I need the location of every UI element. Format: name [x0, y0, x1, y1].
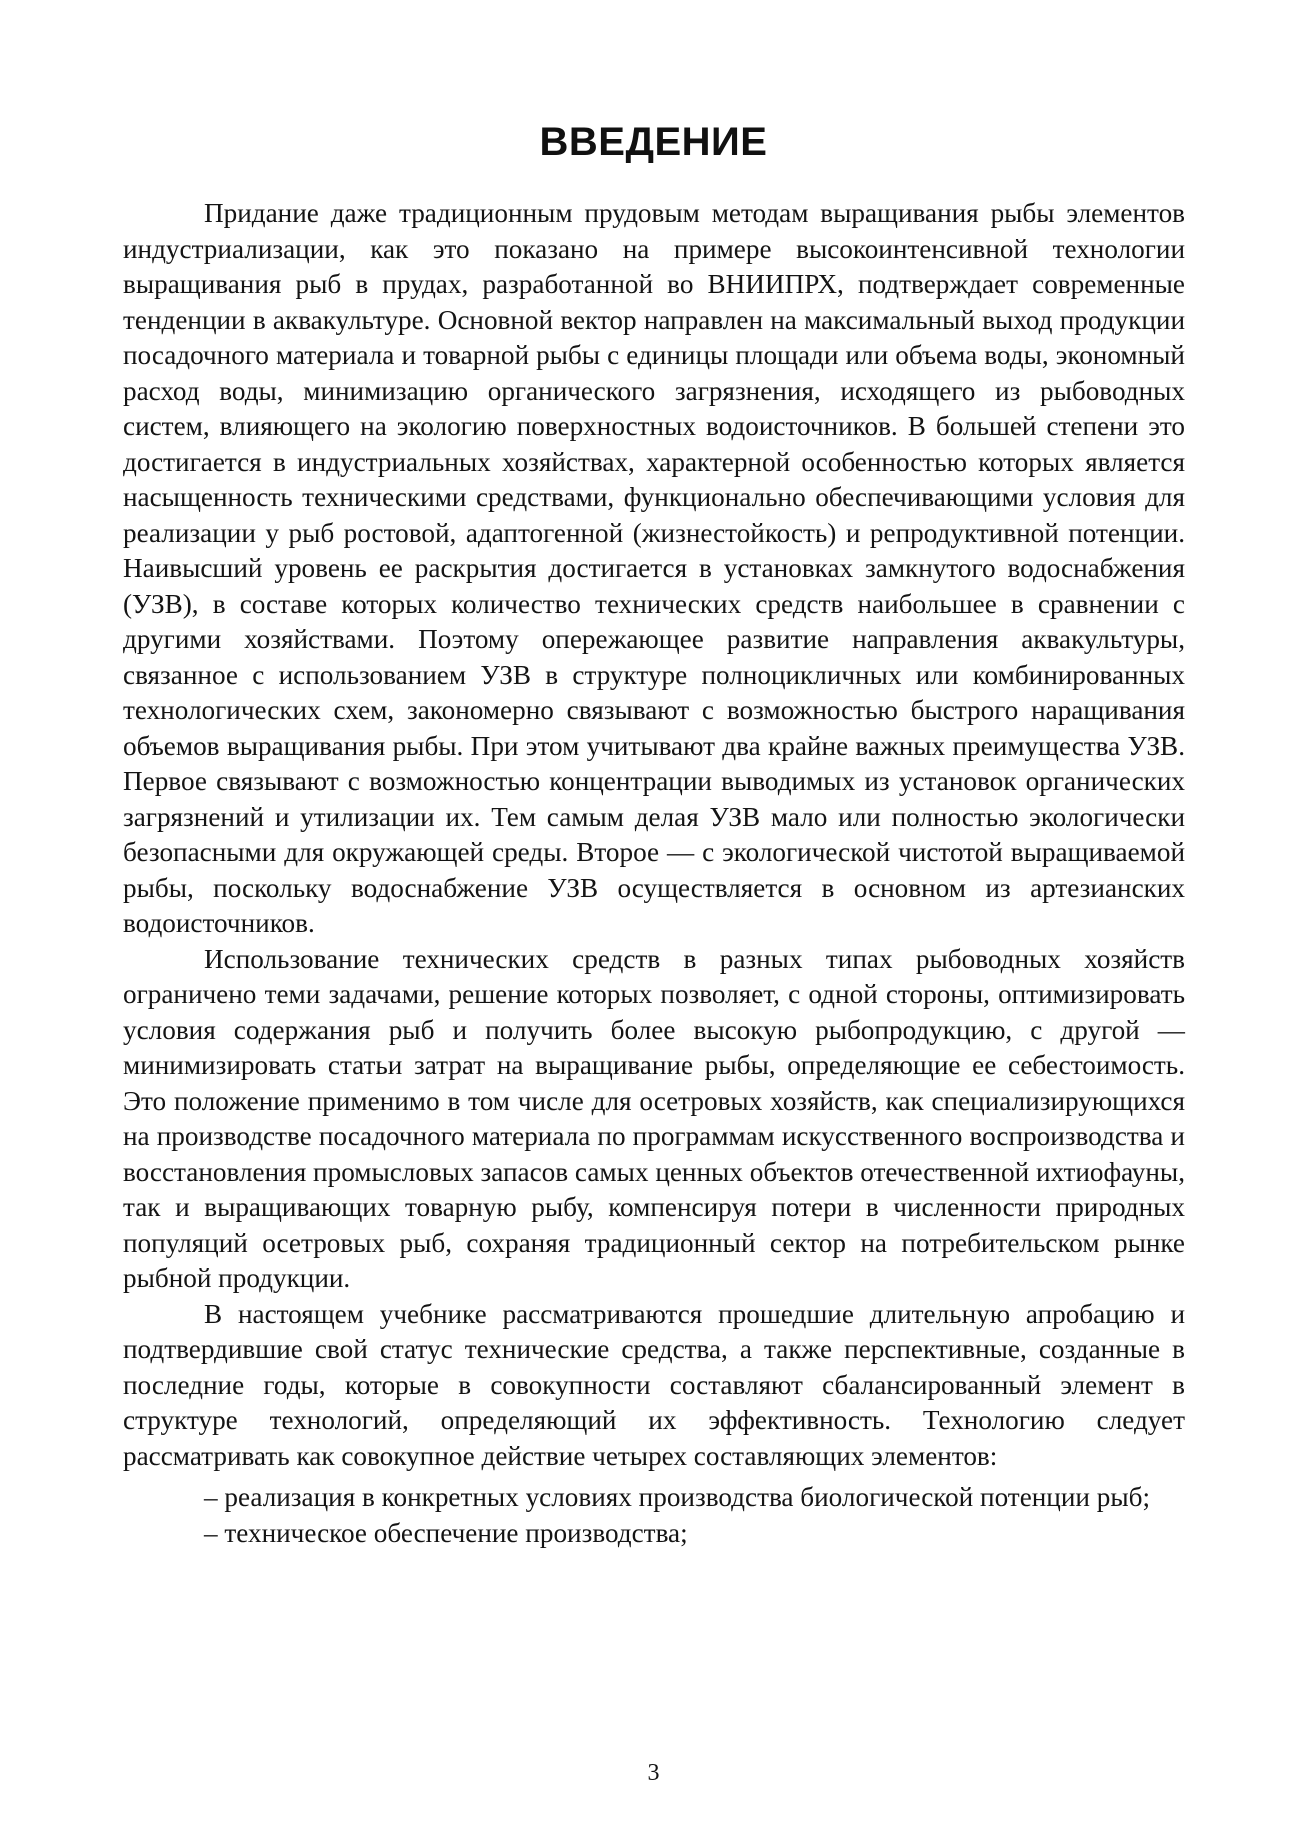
paragraph-1: Придание даже традиционным прудовым методам выращивания рыбы элементов индустриализации, как это показано на примере высокоинтенсивной технологии выращивания рыб в прудах, разработанной во ВНИИПРХ, подтверждает современные тенденции в аквакультуре. Основной вектор направлен на максимальный выход продукции посадочного материала и товарной рыбы с единицы площади или объема воды, экономный расход воды, минимизацию органического загрязнения, исходящего из рыбоводных систем, влияющего на экологию поверхностных водоисточников. В большей степени это достигается в индустриальных хозяйствах, характерной особенностью которых является насыщенность техническими средствами, функционально обеспечивающими условия для реализации у рыб ростовой, адаптогенной (жизнестойкость) и репродуктивной потенции. Наивысший уровень ее раскрытия достигается в установках замкнутого водоснабжения (УЗВ), в составе которых количество технических средств наибольшее в сравнении с другими хозяйствами. Поэтому опережающее развитие направления аквакультуры, связанное с использованием УЗВ в структуре полноцикличных или комбинированных технологических схем, закономерно связывают с возможностью быстрого наращивания объемов выращивания рыбы. При этом учитывают два крайне важных преимущества УЗВ. Первое связывают с возможностью концентрации выводимых из установок органических загрязнений и утилизации их. Тем самым делая УЗВ мало или полностью экологически безопасными для окружающей среды. Второе — с экологической чистотой выращиваемой рыбы, поскольку водоснабжение УЗВ осуществляется в основном из артезианских водоисточников. — [123, 198, 1185, 938]
list-item-2: – техническое обеспечение производства; — [204, 1517, 688, 1548]
page-title: ВВЕДЕНИЕ — [539, 120, 768, 164]
body-text — [123, 196, 1185, 1551]
paragraph-2: Использование технических средств в разных типах рыбоводных хозяйств ограничено теми задачами, решение которых позволяет, с одной стороны, оптимизировать условия содержания рыб и получить более высокую рыбопродукцию, с другой — минимизировать статьи затрат на выращивание рыбы, определяющие ее себестоимость. Это положение применимо в том числе для осетровых хозяйств, как специализирующихся на производстве посадочного материала по программам искусственного воспроизводства и восстановления промысловых запасов самых ценных объектов отечественной ихтиофауны, так и выращивающих товарную рыбу, компенсируя потери в численности природных популяций осетровых рыб, сохраняя традиционный сектор на потребительском рынке рыбной продукции. — [123, 943, 1185, 1293]
page-number: 3 — [647, 1760, 660, 1786]
list-item-1: – реализация в конкретных условиях производства биологической потенции рыб; — [204, 1482, 1150, 1512]
paragraph-3: В настоящем учебнике рассматриваются прошедшие длительную апробацию и подтвердившие свой статус технические средства, а также перспективные, созданные в последние годы, которые в совокупности составляют сбалансированный элемент в структуре технологий, определяющий их эффективность. Технологию следует рассматривать как совокупное действие четырех составляющих элементов: — [123, 1298, 1185, 1471]
